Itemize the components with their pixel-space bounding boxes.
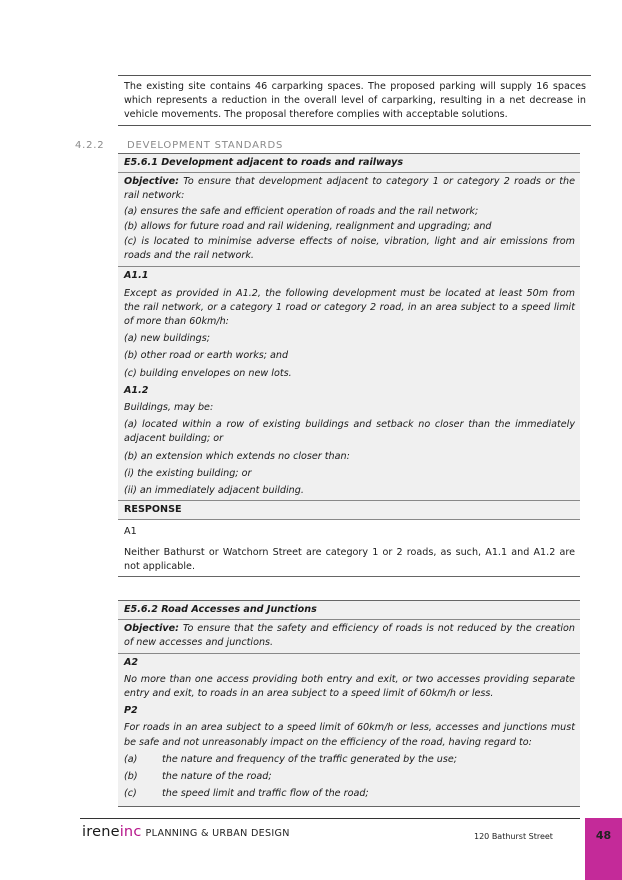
a12-item: (ii) an immediately adjacent building.: [124, 485, 304, 497]
p2-text: For roads in an area subject to a speed limit of 60km/h or less, accesses and junctions must be safe and not unreasonably impact on the efficiency of the road, having regard to:: [124, 722, 575, 748]
objective-row: [118, 173, 580, 267]
p2-item: [124, 770, 575, 784]
p2-item-label: (a): [124, 753, 138, 765]
logo-accent-text: inc: [119, 824, 142, 840]
a11-item: (a) new buildings;: [124, 333, 210, 345]
p2-item-text: the nature of the road;: [162, 771, 272, 783]
response-text: Neither Bathurst or Watchorn Street are category 1 or 2 roads, as such, A1.1 and A1.2 are not applicable.: [124, 546, 575, 572]
response-heading: A1: [124, 526, 137, 538]
p2-item-label: (c): [124, 788, 137, 800]
a12-heading: A1.2: [124, 384, 149, 396]
a11-heading: A1.1: [124, 270, 149, 282]
objective-item: (b) allows for future road and rail widening, realignment and upgrading; and: [124, 220, 492, 232]
acceptable-solutions-row: [118, 654, 580, 807]
a11-item: (b) other road or earth works; and: [124, 350, 289, 362]
a2-text: No more than one access providing both entry and exit, or two accesses providing separate entry and exit, to roads in an area subject to a speed limit of 60km/h or less.: [124, 673, 575, 700]
a12-item: (i) the existing building; or: [124, 467, 252, 479]
p2-item: [124, 787, 575, 801]
p2-item-label: (b): [124, 771, 138, 783]
footer-address: 120 Bathurst Street: [474, 832, 553, 841]
a11-text: Except as provided in A1.2, the following development must be located at least 50m from the rail network, or a category 1 road or category 2 road, in an area subject to a speed limit of more than 60km/h:: [124, 287, 575, 328]
a12-text: Buildings, may be:: [124, 402, 214, 414]
section-title: DEVELOPMENT STANDARDS: [127, 140, 284, 151]
logo-main-text: irene: [82, 824, 120, 840]
p2-item-text: the speed limit and traffic flow of the road;: [162, 788, 369, 800]
objective-label: Objective:: [124, 176, 179, 188]
standard-table-e561: [118, 153, 580, 577]
p2-item-text: the nature and frequency of the traffic generated by the use;: [162, 753, 457, 765]
a12-item: (a) located within a row of existing buildings and setback no closer than the immediately adjacent building; or: [124, 419, 575, 445]
intro-paragraph: The existing site contains 46 carparking spaces. The proposed parking will supply 16 spaces which represents a reduction in the overall level of carparking, resulting in a net decrease in vehicle movements. The proposal therefore complies with acceptable solutions.: [124, 81, 586, 121]
p2-heading: P2: [124, 705, 138, 717]
a2-heading: A2: [124, 656, 139, 668]
table-title: E5.6.1 Development adjacent to roads and railways: [118, 154, 580, 173]
objective-text: To ensure that development adjacent to category 1 or category 2 roads or the rail network:: [124, 176, 575, 202]
page-number-tab: [585, 818, 622, 880]
objective-label: Objective:: [124, 623, 179, 635]
intro-block: [118, 75, 591, 126]
table-title: E5.6.2 Road Accesses and Junctions: [118, 601, 580, 620]
objective-row: [118, 620, 580, 653]
company-logo: [82, 825, 290, 841]
response-label: RESPONSE: [118, 501, 580, 520]
section-heading: [75, 139, 283, 153]
section-number: 4.2.2: [75, 140, 105, 151]
acceptable-solutions-row: [118, 267, 580, 501]
logo-tagline: PLANNING & URBAN DESIGN: [145, 828, 290, 839]
a12-item: (b) an extension which extends no closer than:: [124, 450, 350, 462]
objective-item: (c) is located to minimise adverse effects of noise, vibration, light and air emissions from roads and the rail network.: [124, 236, 575, 262]
a11-item: (c) building envelopes on new lots.: [124, 367, 292, 379]
p2-item: [124, 753, 575, 767]
standard-table-e562: [118, 600, 580, 807]
page-number: 48: [595, 829, 612, 842]
response-row: [118, 520, 580, 576]
objective-item: (a) ensures the safe and efficient operation of roads and the rail network;: [124, 205, 479, 217]
objective-text: To ensure that the safety and efficiency of roads is not reduced by the creation of new accesses and junctions.: [124, 623, 575, 649]
objective-paragraph: [124, 622, 575, 650]
objective-paragraph: [124, 175, 575, 203]
